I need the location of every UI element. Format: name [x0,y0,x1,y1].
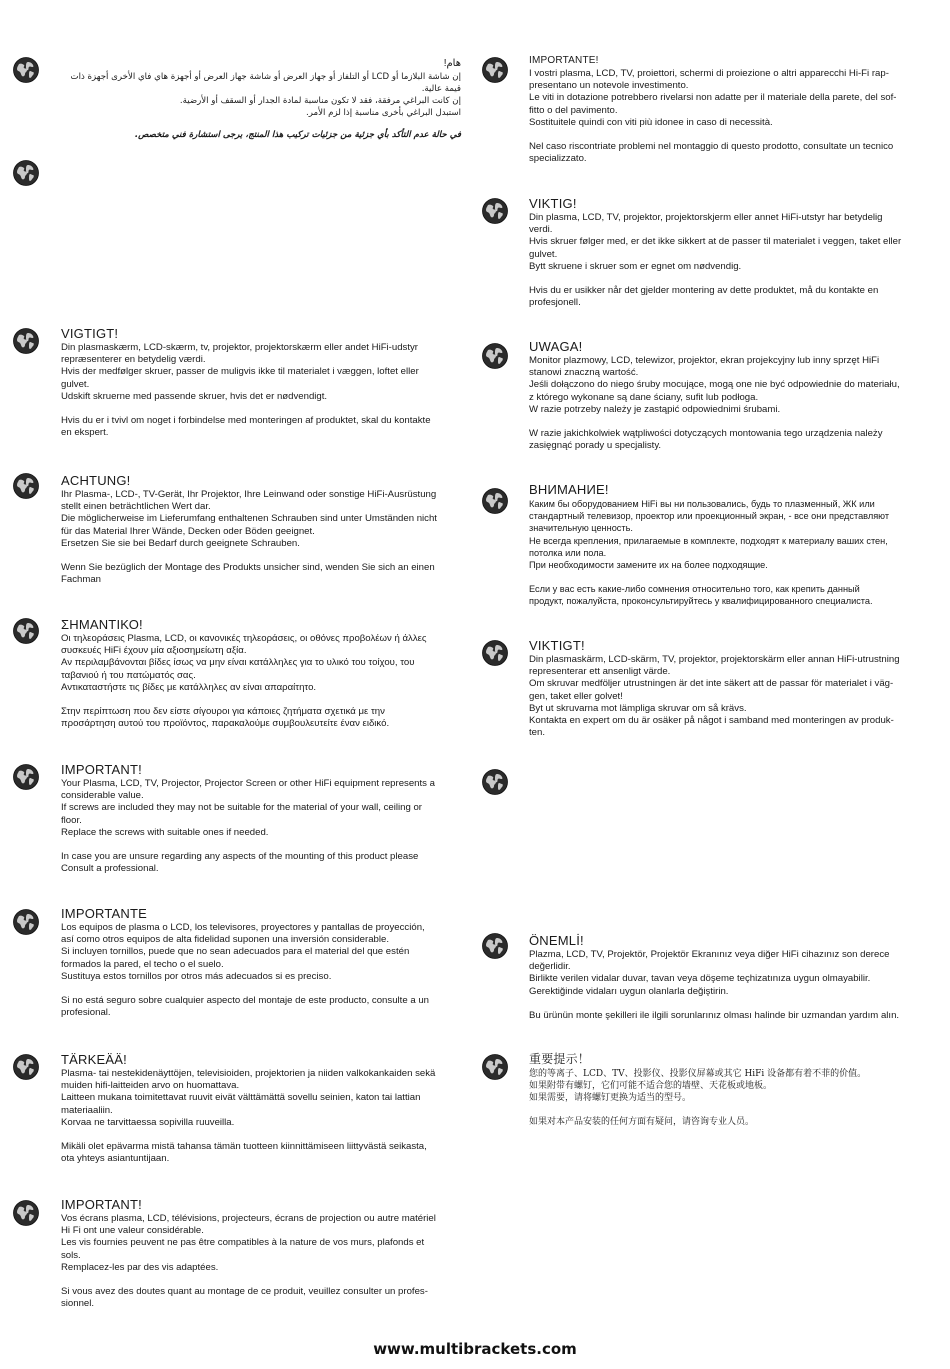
section-note: Mikäli olet epävarma mistä tahansa tämän tuotteen kiinnittämiseen liittyvästä seikasta, ota yhteys asiantuntijaan. [61,1141,427,1165]
section-note: Si vous avez des doutes quant au montage de ce produit, veuillez consulter un profes- sionnel. [61,1286,428,1310]
globe-icon [482,343,508,369]
section-chinese [529,1052,934,1128]
globe-icon [13,328,39,354]
section-title: TÄRKEÄÄ! [61,1052,127,1067]
globe-icon [482,640,508,666]
section-body: Din plasmaskärm, LCD-skärm, TV, projektor, projektorskärm eller annan HiFi-utrustning representerar ett ansenligt värde. Om skruvar medföljer utrustningen är det inte säkert att de passar för materialet i väg- gen, taket eller golvet! Byt ut skruvarna mot lämpliga skruvar om så krävs. Kontakta en expert om du är osäker på något i samband med monteringen av produk- ten. [529,654,900,739]
section-note: 如果对本产品安装的任何方面有疑问，请咨询专业人员。 [529,1117,755,1127]
globe-icon [13,909,39,935]
globe-icon [13,1200,39,1226]
section-norwegian [529,196,934,309]
footer-website: www.multibrackets.com [373,1340,577,1358]
section-danish [61,326,466,439]
section-title: VIGTIGT! [61,326,119,341]
section-title: IMPORTANT! [61,1197,142,1212]
section-french [61,1197,466,1310]
section-body: Plasma- tai nestekidenäyttöjen, televisioiden, projektorien ja niiden valkokankaiden sekä muiden hifi-laitteiden arvo on huomattava. Laitteen mukana toimitettavat ruuvit eivät välttämättä sovellu seinien, katon tai lattian materiaaliin. Korvaa ne tarvittaessa sopivilla ruuveilla. [61,1068,436,1128]
section-body: Vos écrans plasma, LCD, télévisions, projecteurs, écrans de projection ou autre matériel Hi Fi ont une valeur considérable. Les vis fournies peuvent ne pas être compatibles à la nature de vos murs, plafonds et sols. Remplacez-les par des vis adaptées. [61,1213,436,1273]
section-title: ÖNEMLİ! [529,933,584,948]
globe-icon [13,618,39,644]
section-english [61,762,466,875]
section-note: في حالة عدم التأكد بأي جزئية من جزئيات تركيب هذا المنتج، يرجى استشارة فني متخصص. [134,130,461,140]
globe-icon [482,198,508,224]
section-note: Hvis du er usikker når det gjelder montering av dette produktet, må du kontakte en profesjonell. [529,285,879,309]
section-body: Los equipos de plasma o LCD, los televisores, proyectores y pantallas de proyección, así como otros equipos de alta fidelidad suponen una inversión considerable. Si incluyen tornillos, puede que no sean adecuados para el material del que estén formados la pared, el techo o el suelo. Sustituya estos tornillos por otros más adecuados si es preciso. [61,922,425,982]
section-title: IMPORTANT! [61,762,142,777]
globe-icon [482,769,508,795]
globe-icon [482,57,508,83]
section-note: W razie jakichkolwiek wątpliwości dotyczących montowania tego urządzenia należy zasięgnąć porady u specjalisty. [529,428,883,452]
section-italian [529,55,934,165]
section-body: 您的等离子、LCD、TV、投影仪、投影仪屏幕或其它 HiFi 设备都有着不菲的价值。 如果附带有螺钉，它们可能不适合您的墙壁、天花板或地板。 如果需要，请将螺钉更换为适当的型号。 [529,1069,867,1103]
section-swedish [529,638,934,739]
section-note: Если у вас есть какие-либо сомнения относительно того, как крепить данный продукт, пожалуйста, проконсультируйтесь у квалифицированного специалиста. [529,584,873,607]
section-note: In case you are unsure regarding any aspects of the mounting of this product please Consult a professional. [61,851,419,875]
globe-icon [13,57,39,83]
section-russian [529,482,939,608]
section-body: Monitor plazmowy, LCD, telewizor, projektor, ekran projekcyjny lub inny sprzęt HiFi stanowi znaczną wartość. Jeśli dołączono do niego śruby mocujące, mogą one nie być odpowiednie do materiału, z którego wykonane są dane ściany, sufit lub podłoga. W razie potrzeby należy je zastąpić odpowiednimi śrubami. [529,355,900,415]
globe-icon [13,160,39,186]
section-body: Din plasmaskærm, LCD-skærm, tv, projektor, projektorskærm eller andet HiFi-udstyr repræsenterer en betydelig værdi. Hvis der medfølger skruer, passer de muligvis ikke til materialet i væggen, loftet eller gulvet. Udskift skruerne med passende skruer, hvis det er nødvendigt. [61,342,419,402]
section-title: VIKTIGT! [529,638,585,653]
section-note: Στην περίπτωση που δεν είστε σίγουροι για κάποιες ζητήματα σχετικά με την προσάρτηση αυτού του προϊόντος, παρακαλούμε συμβουλευτείτε έναν ειδικό. [61,706,390,730]
globe-icon [13,764,39,790]
section-body: Ihr Plasma-, LCD-, TV-Gerät, Ihr Projektor, Ihre Leinwand oder sonstige HiFi-Ausrüstung stellt einen beträchtlichen Wert dar. Die möglicherweise im Lieferumfang enthaltenen Schrauben sind unter Umständen nicht für das Material Ihrer Wände, Decken oder Böden geeignet. Ersetzen Sie sie bei Bedarf durch geeignete Schrauben. [61,489,437,549]
section-turkish [529,933,934,1022]
section-arabic [61,58,461,141]
section-german [61,473,466,586]
section-greek [61,617,466,730]
section-note: Nel caso riscontriate problemi nel montaggio di questo prodotto, consultate un tecnico specializzato. [529,141,894,165]
section-title: ACHTUNG! [61,473,131,488]
globe-icon [13,473,39,499]
globe-icon [482,488,508,514]
section-title: VIKTIG! [529,196,577,211]
section-title: هام! [443,58,461,69]
section-title: ΣΗΜΑΝΤΙΚΟ! [61,617,143,632]
section-body: Οι τηλεοράσεις Plasma, LCD, οι κανονικές τηλεοράσεις, οι οθόνες προβολέων ή άλλες συσκευές HiFi έχουν μία αξιοσημείωτη αξία. Αν περιλαμβάνονται βίδες ίσως να μην είναι κατάλληλες για το υλικό του τοίχου, του ταβανιού ή του πατώματός σας. Αντικαταστήστε τις βίδες με κατάλληλες αν είναι απαραίτητο. [61,633,427,693]
section-polish [529,339,934,452]
globe-icon [13,1054,39,1080]
section-title: ВНИМАНИЕ! [529,482,609,497]
section-body: إن شاشة البلازما أو LCD أو التلفاز أو جهاز العرض أو شاشة جهاز العرض أو أجهزة هاي فاي الأخرى أجهزة ذات قيمة عالية. إن كانت البراغي مرفقة، فقد لا تكون مناسبة لمادة الجدار أو السقف أو الأرضية. استبدل البراغي بأخرى مناسبة إذا لزم الأمر. [70,72,461,118]
section-note: Wenn Sie bezüglich der Montage des Produkts unsicher sind, wenden Sie sich an einen Fachman [61,562,435,586]
section-spanish [61,906,466,1019]
section-note: Hvis du er i tvivl om noget i forbindelse med monteringen af produktet, skal du kontakte en ekspert. [61,415,431,439]
section-title: 重要提示！ [529,1052,591,1066]
section-body: Каким бы оборудованием HiFi вы ни пользовались, будь то плазменный, ЖК или стандартный телевизор, проектор или проекционный экран, - все они представляют значительную ценность. Не всегда крепления, прилагаемые в комплекте, подходят к материалу ваших стен, потолка или пола. При необходимости замените их на более подходящие. [529,499,890,571]
section-note: Si no está seguro sobre cualquier aspecto del montaje de este producto, consulte a un profesional. [61,995,429,1019]
section-body: I vostri plasma, LCD, TV, proiettori, schermi di proiezione o altri apparecchi Hi-Fi rap- presentano un notevole investimento. Le viti in dotazione potrebbero rivelarsi non adatte per il materiale della parete, del sof- fitto o del pavimento. Sostituitele quindi con viti più idonee in caso di necessità. [529,68,897,128]
section-finnish [61,1052,466,1165]
globe-icon [482,1054,508,1080]
section-title: IMPORTANTE! [529,55,599,66]
globe-icon [482,933,508,959]
section-body: Din plasma, LCD, TV, projektor, projektorskjerm eller annet HiFi-utstyr har betydelig verdi. Hvis skruer følger med, er det ikke sikkert at de passer til materialet i veggen, taket eller gulvet. Bytt skruene i skruer som er egnet om nødvendig. [529,212,902,272]
section-title: UWAGA! [529,339,583,354]
section-body: Plazma, LCD, TV, Projektör, Projektör Ekranınız veya diğer HiFi cihazınız son derece değerlidir. Birlikte verilen vidalar duvar, tavan veya döşeme teçhizatınıza uygun olmayabilir. Gerektiğinde vidaları uygun olanlarla değiştirin. [529,949,890,997]
section-note: Bu ürünün monte şekilleri ile ilgili sorunlarınız olması halinde bir uzmandan yardım alın. [529,1009,900,1021]
section-title: IMPORTANTE [61,906,148,921]
section-body: Your Plasma, LCD, TV, Projector, Projector Screen or other HiFi equipment represents a considerable value. If screws are included they may not be suitable for the material of your wall, ceiling or floor. Replace the screws with suitable ones if needed. [61,778,435,838]
